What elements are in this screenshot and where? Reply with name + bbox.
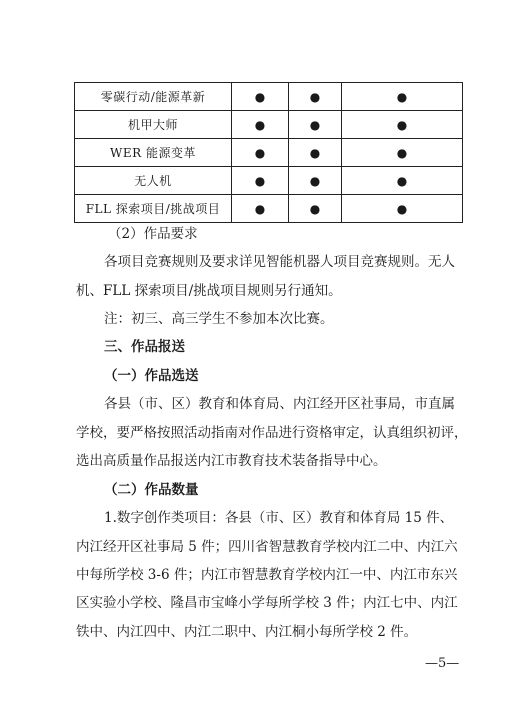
participation-dot: ● [232, 167, 289, 195]
table-row [75, 83, 463, 111]
subsection-heading: （一）作品选送 [104, 368, 199, 384]
subsection-heading: （二）作品数量 [104, 482, 199, 498]
paragraph-line: 各项目竞赛规则及要求详见智能机器人项目竞赛规则。无人 [104, 254, 455, 270]
section-heading: 三、作品报送 [104, 339, 185, 355]
participation-dot: ● [342, 139, 463, 167]
event-name: 无人机 [75, 167, 232, 195]
participation-dot: ● [232, 139, 289, 167]
participation-dot: ● [232, 195, 289, 223]
paragraph-line: 1.数字创作类项目：各县（市、区）教育和体育局 15 件、 [104, 510, 454, 526]
participation-dot: ● [232, 83, 289, 111]
page-number: —5— [425, 656, 460, 671]
paragraph-line: 学校，要严格按照活动指南对作品进行资格审定，认真组织初评， [76, 425, 468, 441]
works-requirement-heading: （2）作品要求 [108, 226, 198, 242]
paragraph-line: 铁中、内江四中、内江二职中、内江桐小每所学校 2 件。 [76, 624, 418, 640]
table-row [75, 139, 463, 167]
paragraph-line: 区实验小学校、隆昌市宝峰小学每所学校 3 件；内江七中、内江 [76, 595, 458, 611]
participation-dot: ● [289, 83, 342, 111]
event-name: 机甲大师 [75, 111, 232, 139]
participation-dot: ● [342, 111, 463, 139]
participation-dot: ● [289, 195, 342, 223]
participation-dot: ● [289, 111, 342, 139]
participation-dot: ● [342, 83, 463, 111]
table-row [75, 167, 463, 195]
paragraph-line: 各县（市、区）教育和体育局、内江经开区社事局，市直属 [104, 396, 455, 412]
event-name: FLL 探索项目/挑战项目 [75, 195, 232, 223]
participation-dot: ● [289, 167, 342, 195]
participation-dot: ● [342, 195, 463, 223]
event-table [74, 82, 463, 223]
event-name: 零碳行动/能源革新 [75, 83, 232, 111]
table-row [75, 111, 463, 139]
note-text: 注：初三、高三学生不参加本次比赛。 [104, 311, 334, 327]
paragraph-line: 内江经开区社事局 5 件；四川省智慧教育学校内江二中、内江六 [76, 539, 458, 555]
participation-dot: ● [232, 111, 289, 139]
paragraph-line: 选出高质量作品报送内江市教育技术装备指导中心。 [76, 453, 387, 469]
table-row [75, 195, 463, 223]
paragraph-line: 机、FLL 探索项目/挑战项目规则另行通知。 [76, 283, 342, 299]
participation-dot: ● [342, 167, 463, 195]
event-name: WER 能源变革 [75, 139, 232, 167]
participation-dot: ● [289, 139, 342, 167]
paragraph-line: 中每所学校 3-6 件；内江市智慧教育学校内江一中、内江市东兴 [76, 567, 458, 583]
